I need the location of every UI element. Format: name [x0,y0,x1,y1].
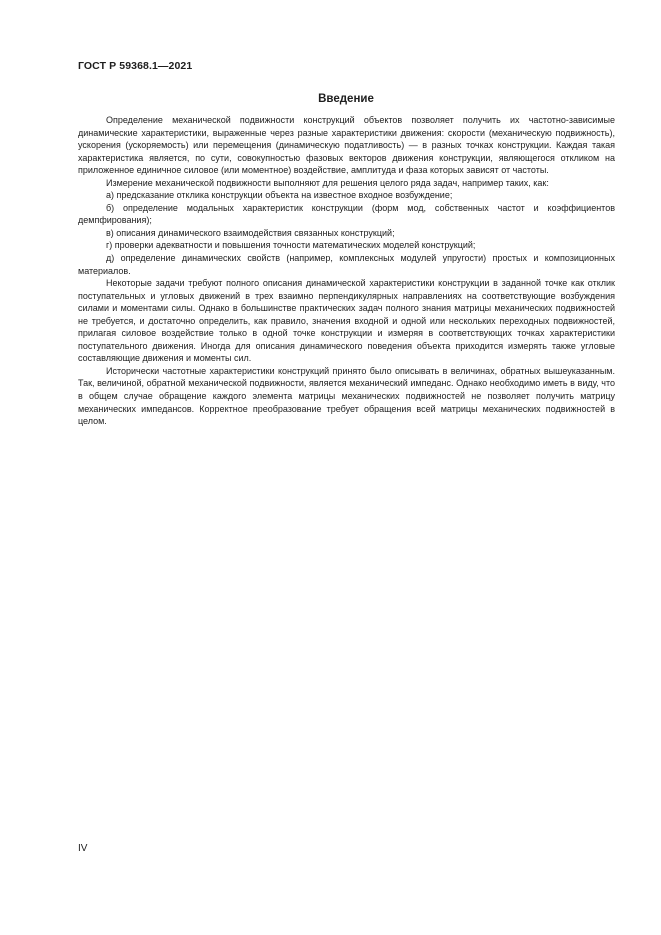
paragraph-intro: Определение механической подвижности конструкций объектов позволяет получить их частотно-зависимые динамические характеристики, выраженные через разные характеристики движения: скорости (механическую подвижность), ускорения (ускоряемость) или перемещения (динамическую податливость) — в разных точках конструкции. Каждая такая характеристика является, по сути, совокупностью фазовых векторов движения конструкции, являющегося откликом на приложенное единичное силовое (или моментное) воздействие, амплитуда и фаза которых зависят от частоты. [78,115,615,176]
list-item-d: д) определение динамических свойств (например, комплексных модулей упругости) простых и композиционных материалов. [78,253,615,276]
paragraph-full-description: Некоторые задачи требуют полного описания динамической характеристики конструкции в заданной точке как отклик поступательных и угловых движений в трех взаимно перпендикулярных направлениях на соответствующие возбуждения силами и моментами силы. Однако в большинстве практических задач полного знания матрицы механических подвижностей не требуется, и достаточно определить, как правило, значения входной и одной или нескольких переходных подвижностей, прилагая силовое воздействие только в одной точке конструкции и измеряя в соответствующих точках характеристики поступательного движения. Иногда для описания динамического поведения объекта приходится измерять также угловые составляющие движения и моменты сил. [78,278,615,364]
list-item-b: б) определение модальных характеристик конструкции (форм мод, собственных частот и коэффициентов демпфирования); [78,202,615,226]
paragraph-tasks-lead: Измерение механической подвижности выполняют для решения целого ряда задач, например таких, как: [106,177,549,188]
standard-designation: ГОСТ Р 59368.1—2021 [78,60,193,72]
introduction-body [78,114,615,428]
list-item-g: г) проверки адекватности и повышения точности математических моделей конструкций; [106,240,476,251]
list-item-v: в) описания динамического взаимодействия связанных конструкций; [106,227,395,238]
list-item-a: а) предсказание отклика конструкции объекта на известное входное возбуждение; [106,190,453,201]
section-title: Введение [318,93,374,105]
page-number: IV [78,843,88,854]
paragraph-historical: Исторически частотные характеристики конструкций принято было описывать в величинах, обратных вышеуказанным. Так, величиной, обратной механической подвижности, является механический импеданс. Однако необходимо иметь в виду, что в общем случае обращение каждого элемента матрицы механических подвижностей не позволяет получить матрицу механических импедансов. Корректное преобразование требует обращения всей матрицы механических подвижностей в целом. [78,365,615,427]
